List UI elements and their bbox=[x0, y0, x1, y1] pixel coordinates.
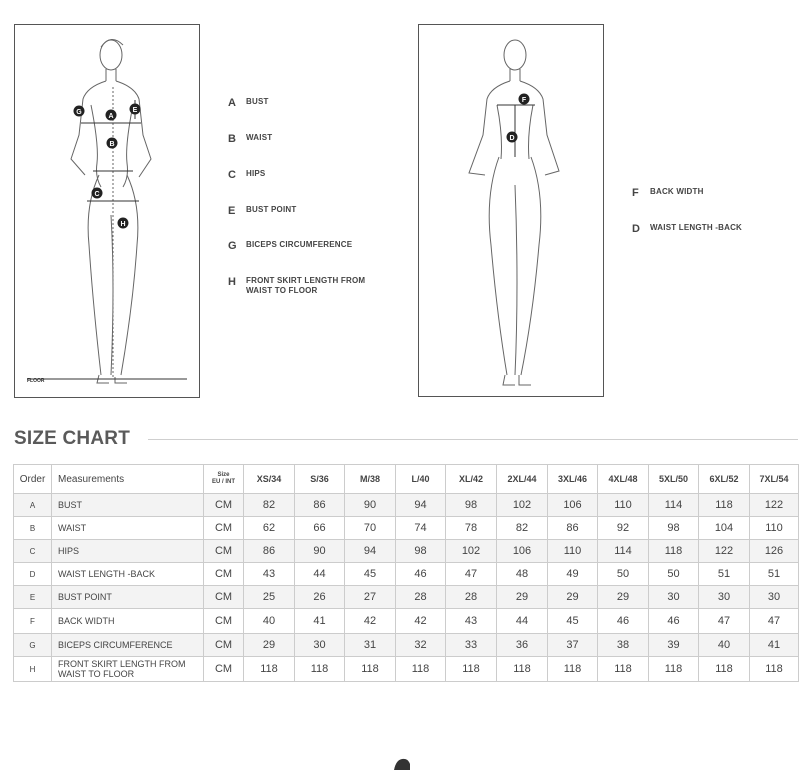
front-marker-e bbox=[130, 104, 141, 115]
front-figure-panel bbox=[14, 24, 200, 398]
row-unit: CM bbox=[204, 540, 244, 563]
row-value: 25 bbox=[244, 586, 295, 609]
row-value: 43 bbox=[244, 563, 295, 586]
partial-logo-icon bbox=[392, 756, 412, 770]
legend-text: BACK WIDTH bbox=[650, 187, 704, 196]
row-value: 98 bbox=[396, 540, 446, 563]
row-value: 102 bbox=[446, 540, 497, 563]
row-value: 118 bbox=[497, 657, 548, 682]
row-value: 118 bbox=[548, 657, 598, 682]
row-value: 122 bbox=[699, 540, 750, 563]
row-value: 47 bbox=[699, 609, 750, 634]
row-value: 33 bbox=[446, 634, 497, 657]
row-value: 62 bbox=[244, 517, 295, 540]
svg-text:C: C bbox=[94, 191, 100, 198]
legend-text: BICEPS CIRCUMFERENCE bbox=[246, 240, 353, 249]
row-value: 106 bbox=[548, 494, 598, 517]
row-value: 98 bbox=[649, 517, 699, 540]
header-unit-top: Size bbox=[217, 472, 230, 478]
header-size: 2XL/44 bbox=[497, 465, 548, 494]
legend-item-back-width bbox=[632, 187, 704, 199]
legend-text-line2: WAIST TO FLOOR bbox=[246, 286, 318, 295]
row-value: 94 bbox=[345, 540, 396, 563]
legend-item-bust bbox=[228, 97, 269, 109]
legend-letter: C bbox=[228, 169, 236, 181]
row-value: 106 bbox=[497, 540, 548, 563]
row-value: 90 bbox=[345, 494, 396, 517]
row-value: 27 bbox=[345, 586, 396, 609]
row-order: D bbox=[14, 563, 52, 586]
row-value: 118 bbox=[649, 540, 699, 563]
row-measurement: HIPS bbox=[52, 540, 204, 563]
floor-label: FLOOR bbox=[27, 378, 45, 384]
row-value: 118 bbox=[598, 657, 649, 682]
legend-text bbox=[246, 276, 365, 296]
header-size: M/38 bbox=[345, 465, 396, 494]
table-header-row bbox=[14, 465, 799, 494]
row-value: 118 bbox=[295, 657, 345, 682]
row-value: 28 bbox=[446, 586, 497, 609]
row-value: 86 bbox=[295, 494, 345, 517]
row-value: 118 bbox=[699, 494, 750, 517]
row-value: 31 bbox=[345, 634, 396, 657]
row-value: 47 bbox=[750, 609, 799, 634]
back-marker-f bbox=[519, 94, 530, 105]
row-value: 51 bbox=[750, 563, 799, 586]
legend-item-waist-length-back bbox=[632, 223, 742, 235]
table-row bbox=[14, 540, 799, 563]
row-value: 29 bbox=[497, 586, 548, 609]
row-order: G bbox=[14, 634, 52, 657]
front-marker-g bbox=[74, 106, 85, 117]
row-value: 86 bbox=[548, 517, 598, 540]
table-row bbox=[14, 609, 799, 634]
header-size: 3XL/46 bbox=[548, 465, 598, 494]
row-value: 118 bbox=[345, 657, 396, 682]
row-value: 110 bbox=[548, 540, 598, 563]
row-value: 26 bbox=[295, 586, 345, 609]
svg-text:E: E bbox=[132, 107, 138, 114]
row-measurement-line1: FRONT SKIRT LENGTH FROM bbox=[58, 659, 186, 669]
heading-divider bbox=[148, 439, 798, 440]
front-marker-c bbox=[92, 188, 103, 199]
row-value: 29 bbox=[548, 586, 598, 609]
row-measurement: BACK WIDTH bbox=[52, 609, 204, 634]
size-chart-heading: SIZE CHART bbox=[14, 428, 130, 449]
row-value: 42 bbox=[396, 609, 446, 634]
row-value: 29 bbox=[598, 586, 649, 609]
back-figure-panel bbox=[418, 24, 604, 397]
row-value: 28 bbox=[396, 586, 446, 609]
row-unit: CM bbox=[204, 586, 244, 609]
legend-text: BUST bbox=[246, 97, 269, 106]
header-size: 5XL/50 bbox=[649, 465, 699, 494]
svg-text:F: F bbox=[521, 97, 527, 104]
row-order: E bbox=[14, 586, 52, 609]
header-size: S/36 bbox=[295, 465, 345, 494]
row-value: 38 bbox=[598, 634, 649, 657]
legend-letter: D bbox=[632, 223, 640, 235]
legend-text: BUST POINT bbox=[246, 205, 297, 214]
legend-letter: F bbox=[632, 187, 639, 199]
front-figure-illustration bbox=[15, 25, 199, 397]
row-order: B bbox=[14, 517, 52, 540]
row-value: 126 bbox=[750, 540, 799, 563]
row-value: 42 bbox=[345, 609, 396, 634]
table-row bbox=[14, 494, 799, 517]
header-unit-bottom: EU / INT bbox=[211, 479, 235, 485]
back-marker-d bbox=[507, 132, 518, 143]
row-order: F bbox=[14, 609, 52, 634]
legend-item-biceps bbox=[228, 240, 352, 252]
row-value: 50 bbox=[649, 563, 699, 586]
row-value: 118 bbox=[244, 657, 295, 682]
row-unit: CM bbox=[204, 657, 244, 682]
header-unit bbox=[204, 465, 244, 494]
row-value: 118 bbox=[750, 657, 799, 682]
header-size: 6XL/52 bbox=[699, 465, 750, 494]
row-value: 51 bbox=[699, 563, 750, 586]
row-value: 30 bbox=[699, 586, 750, 609]
row-value: 44 bbox=[497, 609, 548, 634]
row-value: 47 bbox=[446, 563, 497, 586]
table-body bbox=[14, 494, 799, 682]
row-value: 122 bbox=[750, 494, 799, 517]
row-value: 49 bbox=[548, 563, 598, 586]
row-value: 30 bbox=[295, 634, 345, 657]
row-value: 46 bbox=[598, 609, 649, 634]
back-figure-illustration bbox=[419, 25, 603, 396]
row-value: 118 bbox=[699, 657, 750, 682]
legend-letter: A bbox=[228, 97, 236, 109]
row-value: 90 bbox=[295, 540, 345, 563]
row-order: A bbox=[14, 494, 52, 517]
legend-text: WAIST bbox=[246, 133, 273, 142]
svg-text:D: D bbox=[509, 135, 515, 142]
row-value: 37 bbox=[548, 634, 598, 657]
row-value: 46 bbox=[649, 609, 699, 634]
row-measurement: WAIST LENGTH -BACK bbox=[52, 563, 204, 586]
row-value: 102 bbox=[497, 494, 548, 517]
row-measurement: WAIST bbox=[52, 517, 204, 540]
legend-letter: G bbox=[228, 240, 237, 252]
table-row bbox=[14, 586, 799, 609]
row-value: 39 bbox=[649, 634, 699, 657]
size-chart-table bbox=[13, 464, 799, 682]
row-value: 118 bbox=[649, 657, 699, 682]
legend-letter: B bbox=[228, 133, 236, 145]
legend-item-bust-point bbox=[228, 205, 296, 217]
row-value: 44 bbox=[295, 563, 345, 586]
row-unit: CM bbox=[204, 517, 244, 540]
row-value: 48 bbox=[497, 563, 548, 586]
row-measurement: BUST POINT bbox=[52, 586, 204, 609]
legend-item-front-skirt-length bbox=[228, 276, 365, 296]
row-measurement-line2: WAIST TO FLOOR bbox=[58, 669, 135, 679]
header-size: XL/42 bbox=[446, 465, 497, 494]
svg-text:H: H bbox=[120, 221, 126, 228]
svg-text:B: B bbox=[109, 141, 115, 148]
table-row bbox=[14, 634, 799, 657]
legend-text-line1: FRONT SKIRT LENGTH FROM bbox=[246, 276, 366, 285]
row-value: 41 bbox=[295, 609, 345, 634]
row-value: 114 bbox=[649, 494, 699, 517]
row-value: 110 bbox=[598, 494, 649, 517]
row-value: 46 bbox=[396, 563, 446, 586]
row-value: 45 bbox=[345, 563, 396, 586]
header-size: L/40 bbox=[396, 465, 446, 494]
row-value: 36 bbox=[497, 634, 548, 657]
row-value: 104 bbox=[699, 517, 750, 540]
row-value: 40 bbox=[244, 609, 295, 634]
header-size: 4XL/48 bbox=[598, 465, 649, 494]
row-value: 82 bbox=[497, 517, 548, 540]
row-value: 94 bbox=[396, 494, 446, 517]
row-value: 32 bbox=[396, 634, 446, 657]
header-order: Order bbox=[14, 465, 52, 494]
legend-item-hips bbox=[228, 169, 265, 181]
front-marker-h bbox=[118, 218, 129, 229]
svg-text:A: A bbox=[108, 113, 114, 120]
row-value: 70 bbox=[345, 517, 396, 540]
row-value: 114 bbox=[598, 540, 649, 563]
row-order: H bbox=[14, 657, 52, 682]
row-value: 41 bbox=[750, 634, 799, 657]
row-measurement: BICEPS CIRCUMFERENCE bbox=[52, 634, 204, 657]
row-measurement: BUST bbox=[52, 494, 204, 517]
row-unit: CM bbox=[204, 494, 244, 517]
front-marker-a bbox=[106, 110, 117, 121]
row-value: 45 bbox=[548, 609, 598, 634]
row-value: 110 bbox=[750, 517, 799, 540]
row-value: 78 bbox=[446, 517, 497, 540]
row-unit: CM bbox=[204, 563, 244, 586]
front-marker-b bbox=[107, 138, 118, 149]
table-row bbox=[14, 657, 799, 682]
row-unit: CM bbox=[204, 609, 244, 634]
row-value: 29 bbox=[244, 634, 295, 657]
row-order: C bbox=[14, 540, 52, 563]
row-value: 66 bbox=[295, 517, 345, 540]
row-value: 30 bbox=[750, 586, 799, 609]
legend-letter: E bbox=[228, 205, 236, 217]
row-value: 43 bbox=[446, 609, 497, 634]
row-value: 118 bbox=[396, 657, 446, 682]
table-row bbox=[14, 517, 799, 540]
table-row bbox=[14, 563, 799, 586]
row-measurement bbox=[52, 657, 204, 682]
row-value: 30 bbox=[649, 586, 699, 609]
legend-text: WAIST LENGTH -BACK bbox=[650, 223, 743, 232]
svg-text:G: G bbox=[76, 109, 82, 116]
row-unit: CM bbox=[204, 634, 244, 657]
row-value: 50 bbox=[598, 563, 649, 586]
legend-letter: H bbox=[228, 276, 236, 288]
legend-text: HIPS bbox=[246, 169, 266, 178]
row-value: 92 bbox=[598, 517, 649, 540]
header-size: 7XL/54 bbox=[750, 465, 799, 494]
header-measurements: Measurements bbox=[52, 465, 204, 494]
row-value: 118 bbox=[446, 657, 497, 682]
row-value: 86 bbox=[244, 540, 295, 563]
header-size: XS/34 bbox=[244, 465, 295, 494]
row-value: 82 bbox=[244, 494, 295, 517]
legend-item-waist bbox=[228, 133, 272, 145]
row-value: 98 bbox=[446, 494, 497, 517]
row-value: 40 bbox=[699, 634, 750, 657]
row-value: 74 bbox=[396, 517, 446, 540]
